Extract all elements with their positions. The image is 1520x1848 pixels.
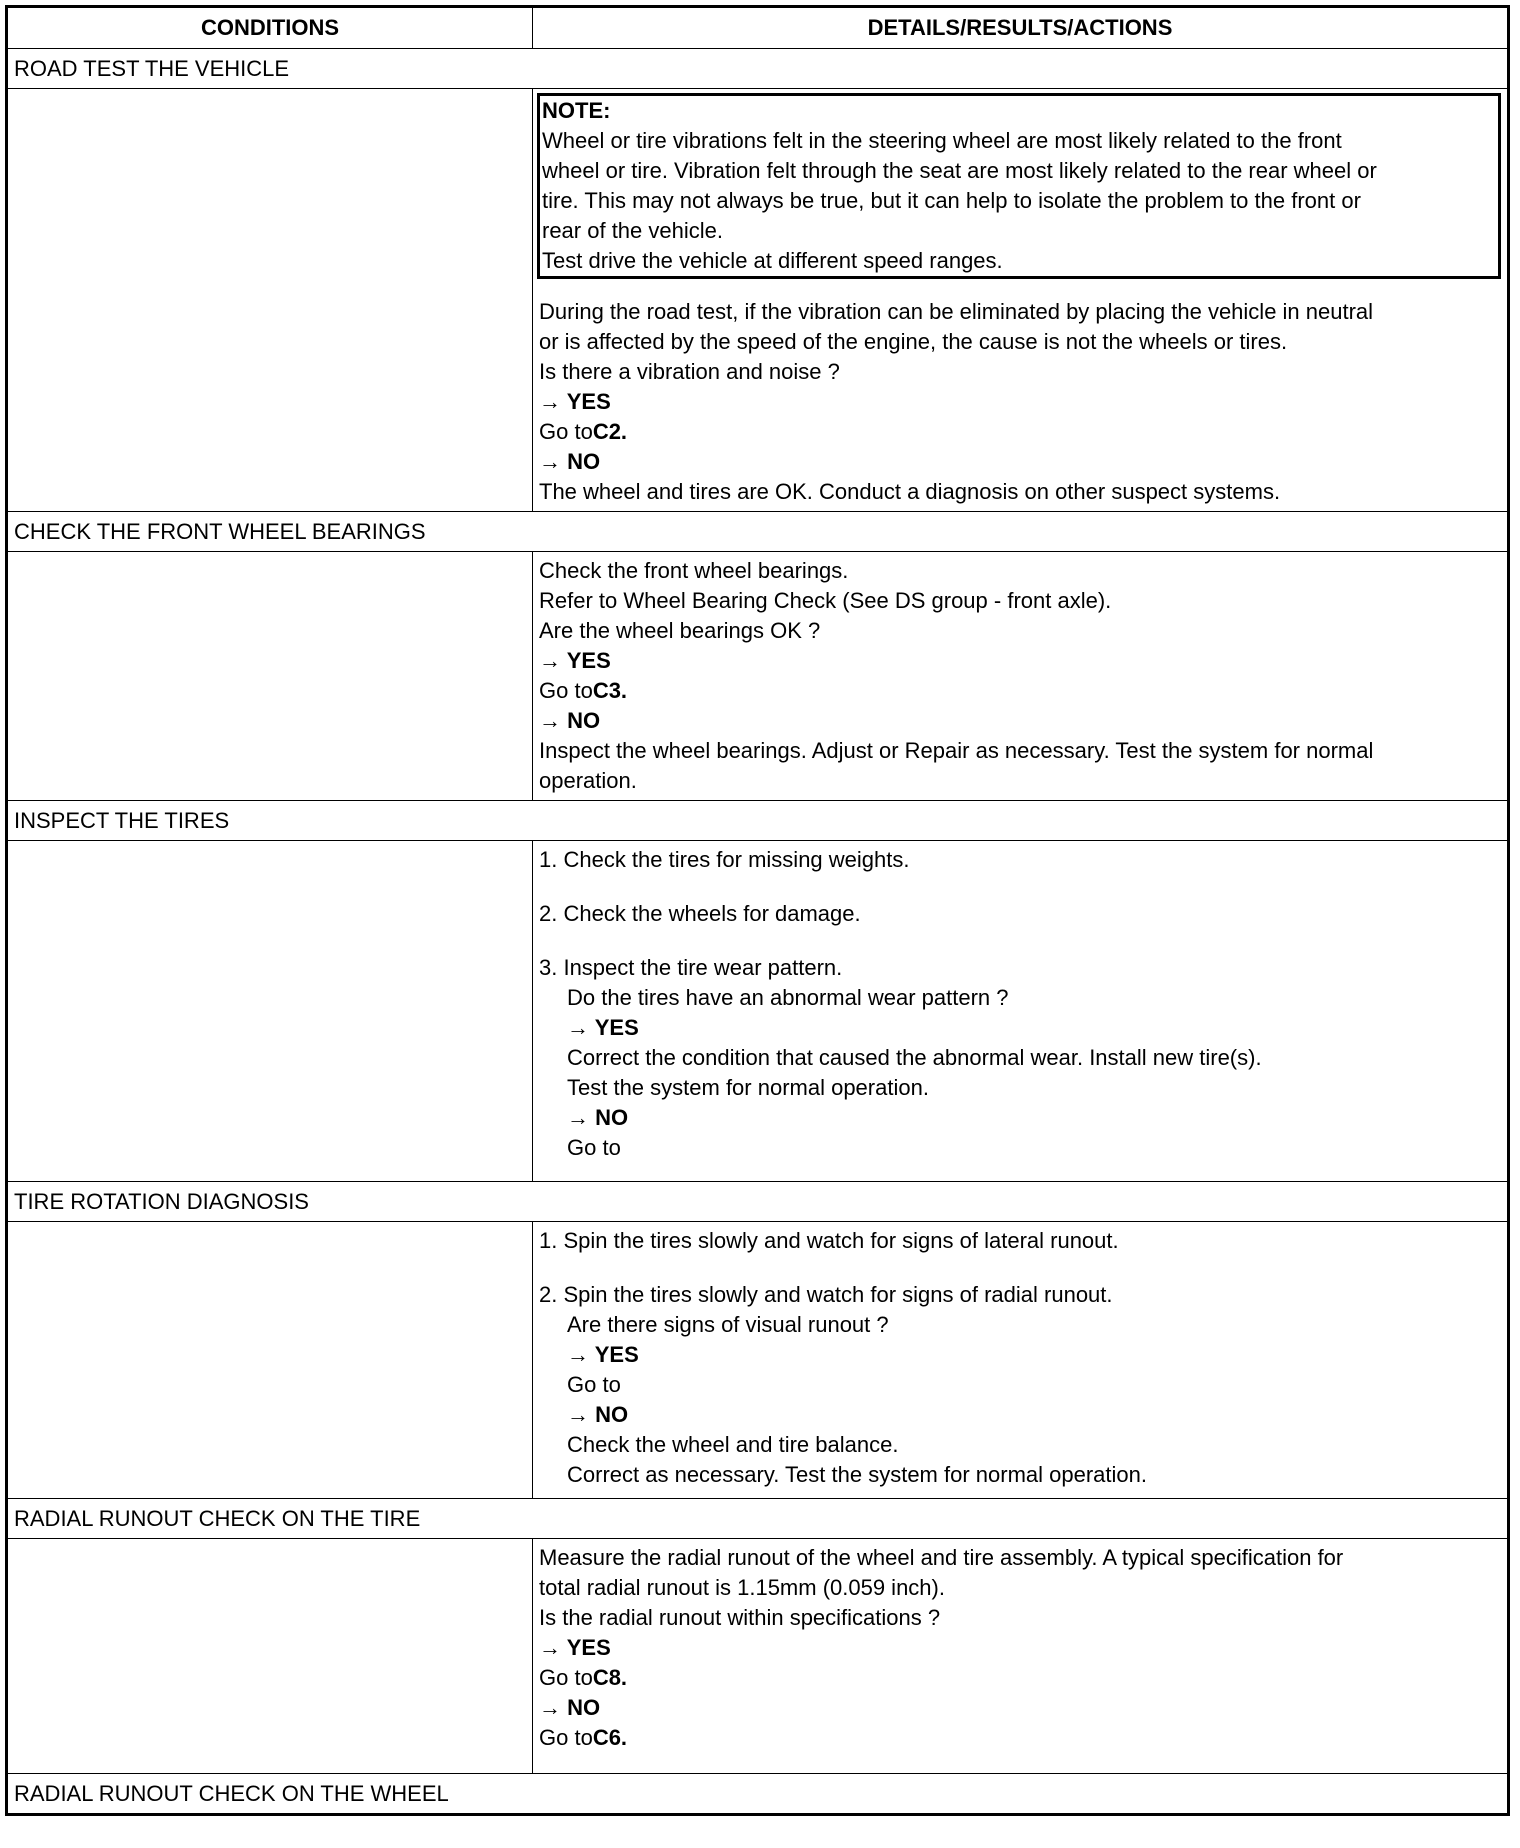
no-action: The wheel and tires are OK. Conduct a diagnosis on other suspect systems. [539,479,1281,504]
body-line: or is affected by the speed of the engine, the cause is not the wheels or tires. [539,329,1288,354]
section-row [7,1499,1509,1539]
note-line: Wheel or tire vibrations felt in the steering wheel are most likely related to the front [542,128,1342,153]
details-cell [533,1222,1509,1499]
yes-action: Go toC3. [539,678,628,703]
note-line: wheel or tire. Vibration felt through the seat are most likely related to the rear wheel or [542,158,1377,183]
body-line: Is the radial runout within specifications ? [539,1605,941,1630]
step-reference: C6. [592,1725,628,1750]
no-label: → NO [539,449,601,474]
no-action-line: Correct as necessary. Test the system for normal operation. [567,1462,1147,1487]
body-line: Are the wheel bearings OK ? [539,618,821,643]
note-line: rear of the vehicle. [542,218,723,243]
yes-action: Go toC2. [539,419,628,444]
yes-action: Go toC8. [539,1665,628,1690]
section-title: INSPECT THE TIRES [7,801,1509,841]
yes-label: → YES [539,1635,611,1660]
body-line: Measure the radial runout of the wheel and tire assembly. A typical specification for [539,1545,1344,1570]
section-body-row [7,1539,1509,1774]
body-line: Refer to Wheel Bearing Check (See DS group - front axle). [539,588,1112,613]
no-label: → NO [567,1402,629,1427]
section-body-row [7,1222,1509,1499]
no-label: → NO [567,1105,629,1130]
no-action-line: operation. [539,768,637,793]
section-title: CHECK THE FRONT WHEEL BEARINGS [7,512,1509,552]
section-row [7,1774,1509,1815]
section-row [7,1182,1509,1222]
no-label: → NO [539,1695,601,1720]
body-line: Check the front wheel bearings. [539,558,849,583]
no-action: Go toC6. [539,1725,628,1750]
diagnosis-table [5,5,1510,1816]
conditions-cell [7,1539,533,1774]
section-body-row [7,552,1509,801]
step-reference: C2. [592,419,628,444]
step-reference: C3. [592,678,628,703]
no-label: → NO [539,708,601,733]
body-line: During the road test, if the vibration can be eliminated by placing the vehicle in neutral [539,299,1374,324]
step-item: 1. Check the tires for missing weights. [539,847,910,872]
yes-action: Go to [567,1372,621,1397]
body-line: Is there a vibration and noise ? [539,359,840,384]
details-cell [533,552,1509,801]
step-reference: C8. [592,1665,628,1690]
yes-label: → YES [539,389,611,414]
step-item: 2. Spin the tires slowly and watch for signs of radial runout. [539,1282,1113,1307]
question: Are there signs of visual runout ? [567,1312,889,1337]
yes-label: → YES [539,648,611,673]
yes-label: → YES [567,1342,639,1367]
details-cell [533,89,1509,512]
note-line: Test drive the vehicle at different speed ranges. [542,248,1003,273]
details-header: DETAILS/RESULTS/ACTIONS [533,7,1509,49]
section-title: RADIAL RUNOUT CHECK ON THE WHEEL [7,1774,1509,1815]
section-body-row [7,89,1509,512]
note-label: NOTE: [542,98,611,123]
section-title: TIRE ROTATION DIAGNOSIS [7,1182,1509,1222]
note-line: tire. This may not always be true, but it can help to isolate the problem to the front or [542,188,1361,213]
section-title: ROAD TEST THE VEHICLE [7,49,1509,89]
yes-action-line: Correct the condition that caused the abnormal wear. Install new tire(s). [567,1045,1262,1070]
no-action-line: Inspect the wheel bearings. Adjust or Repair as necessary. Test the system for normal [539,738,1374,763]
step-item: 3. Inspect the tire wear pattern. [539,955,843,980]
header-row [7,7,1509,49]
no-action: Go to [567,1135,621,1160]
section-title: RADIAL RUNOUT CHECK ON THE TIRE [7,1499,1509,1539]
conditions-header: CONDITIONS [7,7,533,49]
conditions-cell [7,89,533,512]
conditions-cell [7,552,533,801]
section-row [7,49,1509,89]
yes-label: → YES [567,1015,639,1040]
note-box [537,93,1501,279]
section-body-row [7,841,1509,1182]
details-cell [533,1539,1509,1774]
body-line: total radial runout is 1.15mm (0.059 inch). [539,1575,945,1600]
step-item: 2. Check the wheels for damage. [539,901,861,926]
step-item: 1. Spin the tires slowly and watch for signs of lateral runout. [539,1228,1119,1253]
details-cell [533,841,1509,1182]
section-row [7,512,1509,552]
question: Do the tires have an abnormal wear pattern ? [567,985,1009,1010]
conditions-cell [7,841,533,1182]
no-action-line: Check the wheel and tire balance. [567,1432,899,1457]
conditions-cell [7,1222,533,1499]
section-row [7,801,1509,841]
yes-action-line: Test the system for normal operation. [567,1075,929,1100]
